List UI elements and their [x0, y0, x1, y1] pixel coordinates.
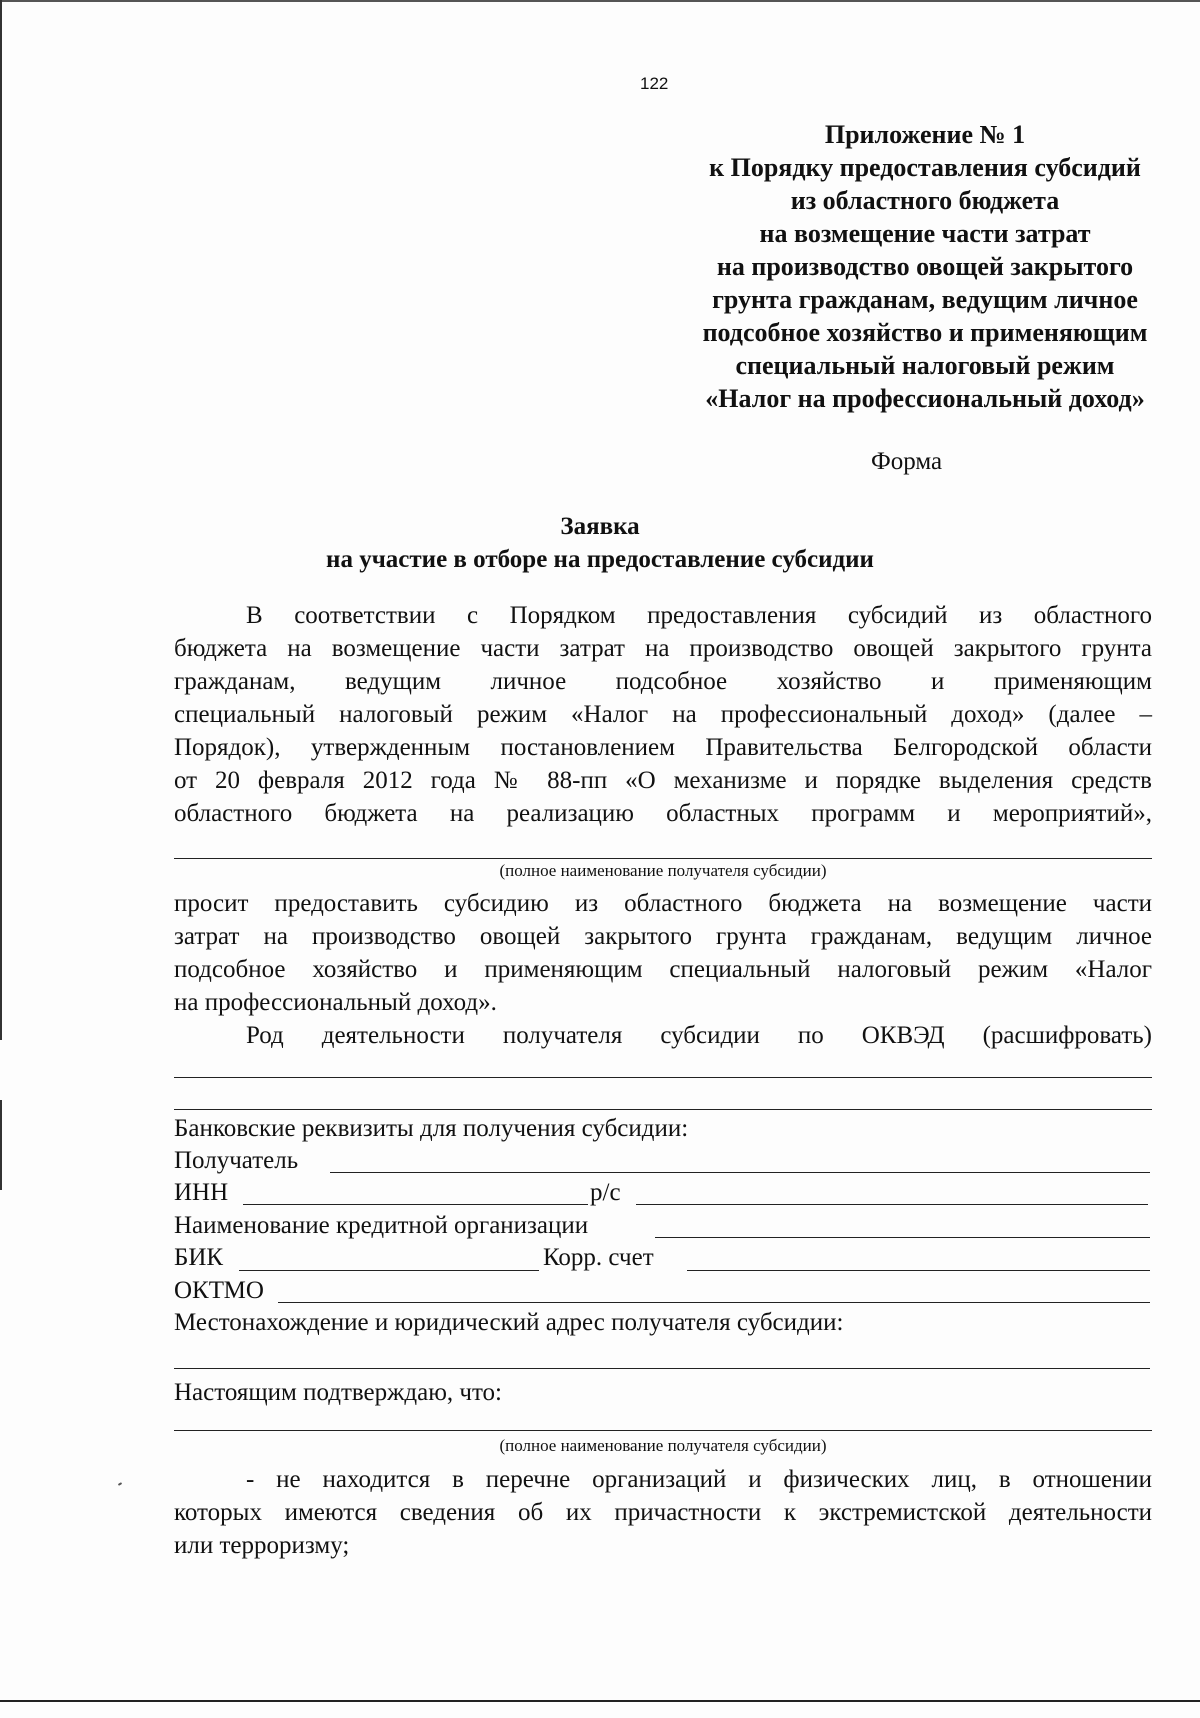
- recipient-name-line: [174, 858, 1152, 859]
- appendix-line: подсобное хозяйство и применяющим: [702, 318, 1148, 347]
- recipient-caption: (полное наименование получателя субсидии): [499, 861, 827, 880]
- appendix-header: [640, 118, 1200, 415]
- recipient-name-line-2: [174, 1430, 1152, 1431]
- paragraph-line: гражданам, ведущим личное подсобное хозяйство и применяющим: [174, 668, 1152, 695]
- paragraph-line: затрат на производство овощей закрытого грунта гражданам, ведущим личное: [174, 923, 1152, 950]
- scan-speck: [118, 1482, 122, 1486]
- appendix-line: к Порядку предоставления субсидий: [709, 153, 1141, 182]
- appendix-line: из областного бюджета: [790, 186, 1060, 215]
- oktmo-label: ОКТМО: [174, 1277, 264, 1304]
- credit-org-field[interactable]: [655, 1237, 1150, 1238]
- bank-details-header: Банковские реквизиты для получения субсидии:: [174, 1115, 689, 1142]
- paragraph-line: областного бюджета на реализацию областных программ и мероприятий»,: [174, 800, 1152, 827]
- paragraph-line: или терроризму;: [174, 1532, 350, 1559]
- bank-recipient-label: Получатель: [174, 1147, 299, 1174]
- okved-fill-line-1: [174, 1077, 1152, 1078]
- scan-edge-bottom: [0, 1700, 1200, 1702]
- scan-edge-top: [0, 0, 1200, 2]
- corr-account-field[interactable]: [687, 1270, 1150, 1271]
- paragraph-line: бюджета на возмещение части затрат на производство овощей закрытого грунта: [174, 635, 1152, 662]
- paragraph-line: Порядок), утвержденным постановлением Правительства Белгородской области: [174, 734, 1152, 761]
- paragraph-line: от 20 февраля 2012 года № 88-пп «О механизме и порядке выделения средств: [174, 767, 1152, 794]
- bik-label: БИК: [174, 1244, 224, 1271]
- document-title: [0, 510, 1200, 576]
- paragraph-line: В соответствии с Порядком предоставления субсидий из областного: [246, 602, 1152, 629]
- paragraph-2: [174, 887, 1152, 1019]
- okved-line: Род деятельности получателя субсидии по ОКВЭД (расшифровать): [246, 1022, 1152, 1049]
- paragraph-3: [174, 1463, 1152, 1562]
- okved-paragraph: [174, 1019, 1152, 1052]
- paragraph-line: подсобное хозяйство и применяющим специальный налоговый режим «Налог: [174, 956, 1152, 983]
- inn-field[interactable]: [243, 1204, 588, 1205]
- paragraph-line: просит предоставить субсидию из областного бюджета на возмещение части: [174, 890, 1152, 917]
- credit-org-label: Наименование кредитной организации: [174, 1212, 589, 1239]
- paragraph-line: специальный налоговый режим «Налог на профессиональный доход» (далее –: [174, 701, 1152, 728]
- paragraph-1: [174, 599, 1152, 830]
- appendix-line: «Налог на профессиональный доход»: [705, 384, 1145, 413]
- address-field[interactable]: [174, 1368, 1150, 1369]
- oktmo-field[interactable]: [278, 1302, 1150, 1303]
- account-label: р/с: [590, 1179, 621, 1206]
- title-line-2: на участие в отборе на предоставление субсидии: [326, 546, 874, 573]
- form-label: Форма: [871, 448, 943, 475]
- title-line-1: Заявка: [560, 513, 640, 540]
- recipient-caption-2: (полное наименование получателя субсидии): [499, 1436, 827, 1455]
- bik-field[interactable]: [239, 1270, 539, 1271]
- appendix-line: специальный налоговый режим: [735, 351, 1115, 380]
- account-field[interactable]: [636, 1204, 1148, 1205]
- paragraph-line: на профессиональный доход».: [174, 989, 497, 1016]
- bank-recipient-field[interactable]: [330, 1172, 1150, 1173]
- address-label: Местонахождение и юридический адрес получателя субсидии:: [174, 1309, 844, 1336]
- appendix-line: Приложение № 1: [824, 120, 1026, 149]
- confirm-text: Настоящим подтверждаю, что:: [174, 1379, 503, 1406]
- appendix-line: на производство овощей закрытого: [716, 252, 1134, 281]
- inn-label: ИНН: [174, 1179, 229, 1206]
- appendix-line: на возмещение части затрат: [759, 219, 1091, 248]
- scan-edge-left-lower: [0, 1100, 2, 1190]
- page-number: 122: [640, 74, 669, 93]
- paragraph-line: которых имеются сведения об их причастности к экстремистской деятельности: [174, 1499, 1152, 1526]
- appendix-line: грунта гражданам, ведущим личное: [712, 285, 1138, 314]
- okved-fill-line-2: [174, 1109, 1152, 1110]
- corr-account-label: Корр. счет: [543, 1244, 654, 1271]
- paragraph-line: - не находится в перечне организаций и физических лиц, в отношении: [246, 1466, 1152, 1493]
